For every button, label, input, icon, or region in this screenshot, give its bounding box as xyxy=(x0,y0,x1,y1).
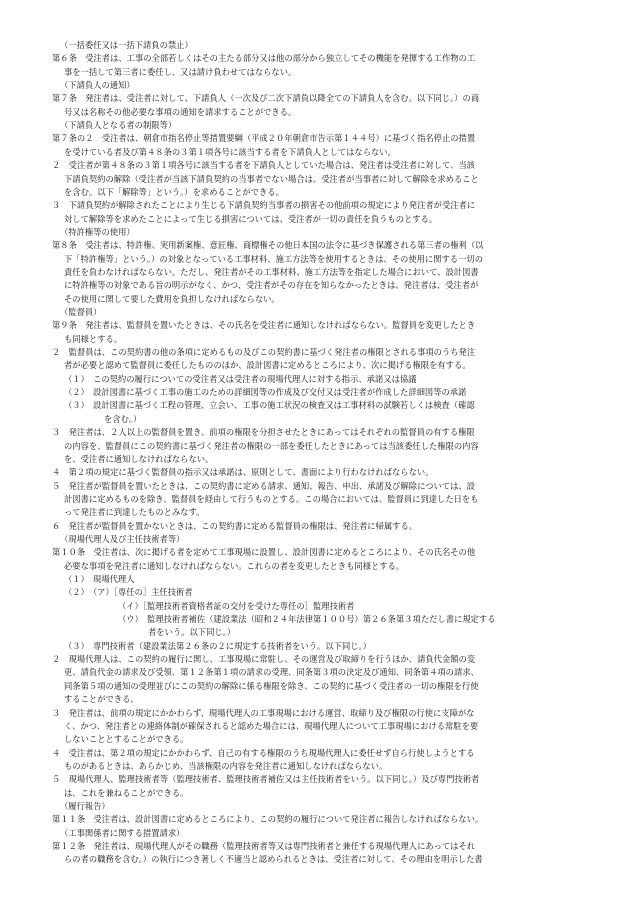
text-line: （１） この契約の履行についての受注者又は受注者の現場代理人に対する指示、承諾又は協議 xyxy=(64,373,417,384)
text-line: ２ 現場代理人は、この契約の履行に関し、工事現場に常駐し、その運営及び取締りを行うほか、請負代金額の変 xyxy=(52,654,476,665)
text-line: を含む。） xyxy=(104,413,142,424)
text-line: ４ 第２項の規定に基づく監督員の指示又は承諾は、原則として、書面により行わなければならない。 xyxy=(52,467,434,478)
text-line: ５ 現場代理人、監理技術者等（監理技術者、監理技術者補佐又は主任技術者をいう。以下同じ。）及び専門技術者 xyxy=(52,774,480,785)
text-line: 者をいう。以下同じ。） xyxy=(148,627,236,638)
text-line: く、かつ、発注者との連絡体制が確保されると認めた場合には、現場代理人について工事現場における常駐を要 xyxy=(64,720,479,731)
text-line: 第９条 発注者は、監督員を置いたときは、その氏名を受注者に通知しなければならない。監督員を変更したとき xyxy=(52,320,476,331)
text-line: その使用に関して要した費用を負担しなければならない。 xyxy=(64,293,280,304)
text-line: （ウ） 監理技術者補佐（建設業法（昭和２４年法律第１００号）第２６条第３項ただし書に規定する xyxy=(118,614,496,625)
text-line: を、受注者に通知しなければならない。 xyxy=(64,453,214,464)
text-line: 者が必要と認めて監督員に委任したもののほか、設計図書に定めるところにより、次に掲げる権限を有する。 xyxy=(64,360,471,371)
text-line: （履行報告） xyxy=(60,800,110,811)
text-line: ものがあるときは、あらかじめ、当該権限の内容を発注者に通知しなければならない。 xyxy=(64,760,388,771)
text-line: って発注者に到達したものとみなす。 xyxy=(64,507,205,518)
text-line: 第７条 発注者は、受注者に対して、下請負人（一次及び二次下請負以降全ての下請負人を含む。以下同じ。）の商 xyxy=(52,93,480,104)
text-line: ３ 下請負契約が解除されたことにより生じる下請負契約当事者の損害その他前項の規定により発注者が受注者に xyxy=(52,200,476,211)
text-line: ２ 受注者が第４８条の３第１項各号に該当する者を下請負人としていた場合は、発注者は受注者に対して、当該 xyxy=(52,160,475,171)
text-line: も同様とする。 xyxy=(64,333,123,344)
text-line: 下「特許権等」という。）の対象となっている工事材料、施工方法等を使用するときは、その使用に関する一切の xyxy=(64,253,483,264)
text-line: を受けている者及び第４８条の３第１項各号に該当する者を下請負人としてはならない。 xyxy=(64,146,396,157)
text-line: ４ 受注者は、第２項の規定にかかわらず、自己の有する権限のうち現場代理人に委任せず自ら行使しようとする xyxy=(52,747,475,758)
text-line: 事を一括して第三者に委任し、又は請け負わせてはならない。 xyxy=(64,66,297,77)
text-line: 下請負契約の解除（受注者が当該下請負契約の当事者でない場合は、受注者が当事者に対して解除を求めること xyxy=(64,173,479,184)
text-line: 計図書に定めるものを除き、監督員を経由して行うものとする。この場合においては、監督員に到達した日をも xyxy=(64,493,479,504)
text-line: 号又は名称その他必要な事項の通知を請求することができる。 xyxy=(64,106,297,117)
text-line: ２ 監督員は、この契約書の他の条項に定めるもの及びこの契約書に基づく発注者の権限とされる事項のうち発注 xyxy=(52,347,476,358)
text-line: （監督員） xyxy=(60,307,102,317)
text-line: （２） （ア）［専任の］主任技術者 xyxy=(64,587,193,598)
text-line: （下請負人となる者の制限等） xyxy=(60,120,177,131)
text-line: の内容を、監督員にこの契約書に基づく発注者の権限の一部を委任したときにあっては当該委任した権限の内容 xyxy=(64,440,479,451)
text-line: （特許権等の使用） xyxy=(60,226,135,237)
text-line: することができる。 xyxy=(64,694,139,705)
text-line: 責任を負わなければならない。ただし、発注者がその工事材料、施工方法等を指定した場合において、設計図書 xyxy=(64,266,479,277)
text-line: 第１０条 受注者は、次に掲げる者を定めて工事現場に設置し、設計図書に定めるところにより、その氏名その他 xyxy=(52,547,476,558)
text-line: 第７条の２ 受注者は、朝倉市指名停止等措置要綱（平成２０年朝倉市告示第１４４号）に基づく指名停止の措置 xyxy=(52,133,476,144)
text-line: ３ 発注者は、前項の規定にかかわらず、現場代理人の工事現場における運営、取締り及び権限の行使に支障がな xyxy=(52,707,475,718)
text-line: しないこととすることができる。 xyxy=(64,734,189,745)
text-line: （一括委任又は一括下請負の禁止） xyxy=(60,40,193,50)
text-line: 必要な事項を発注者に通知しなければならない。これらの者を変更したときも同様とする。 xyxy=(64,560,405,571)
text-line: は、これを兼ねることができる。 xyxy=(64,787,189,798)
text-line: 対して解除等を求めたことによって生じる損害については、受注者が一切の責任を負うものとする。 xyxy=(64,213,438,224)
text-line: ６ 発注者が監督員を置かないときは、この契約書に定める監督員の権限は、発注者に帰属する。 xyxy=(52,520,418,531)
text-line: 更、請負代金の請求及び受領、第１２条第１項の請求の受理、同条第３項の決定及び通知、同条第４項の請求、 xyxy=(64,667,479,678)
text-line: （現場代理人及び主任技術者等） xyxy=(60,533,185,544)
text-line: らの者の職務を含む。）の執行につき著しく不適当と認められるときは、受注者に対して、その理由を明示した書 xyxy=(64,854,483,865)
text-line: （３） 専門技術者（建設業法第２６条の２に規定する技術者をいう。以下同じ。） xyxy=(64,640,371,651)
text-line: に特許権等の対象である旨の明示がなく、かつ、受注者がその存在を知らなかったときは、発注者は、受注者が xyxy=(64,280,479,291)
text-line: （２） 設計図書に基づく工事の施工のための詳細図等の作成及び交付又は受注者が作成した詳細図等の承諾 xyxy=(64,387,467,398)
text-line: （１） 現場代理人 xyxy=(64,574,135,584)
text-line: 第１２条 発注者は、現場代理人がその職務（監理技術者等又は専門技術者と兼任する現場代理人にあってはそれ xyxy=(52,841,476,851)
text-line: （イ）［監理技術者資格者証の交付を受けた専任の］監理技術者 xyxy=(118,600,355,611)
text-line: （３） 設計図書に基づく工程の管理、立会い、工事の施工状況の検査又は工事材料の試験若しくは検査（確認 xyxy=(64,400,475,411)
text-line: （工事関係者に関する措置請求） xyxy=(60,827,185,838)
text-line: 第１１条 受注者は、設計図書に定めるところにより、この契約の履行について発注者に報告しなければならない。 xyxy=(52,814,484,825)
text-line: ５ 発注者が監督員を置いたときは、この契約書に定める請求、通知、報告、申出、承諾及び解除については、設 xyxy=(52,480,475,491)
text-line: 第６条 受注者は、工事の全部若しくはその主たる部分又は他の部分から独立してその機能を発揮する工作物の工 xyxy=(52,53,476,64)
text-line: （下請負人の通知） xyxy=(60,80,135,91)
text-line: ３ 発注者は、２人以上の監督員を置き、前項の権限を分担させたときにあってはそれぞれの監督員の有する権限 xyxy=(52,427,475,438)
text-line: を含む。以下「解除等」という。）を求めることができる。 xyxy=(64,186,284,197)
text-line: 第８条 受注者は、特許権、実用新案権、意匠権、商標権その他日本国の法令に基づき保護される第三者の権利（以 xyxy=(52,240,484,251)
text-line: 同条第５項の通知の受理並びにこの契約の解除に係る権限を除き、この契約に基づく受注者の一切の権限を行使 xyxy=(64,680,479,691)
